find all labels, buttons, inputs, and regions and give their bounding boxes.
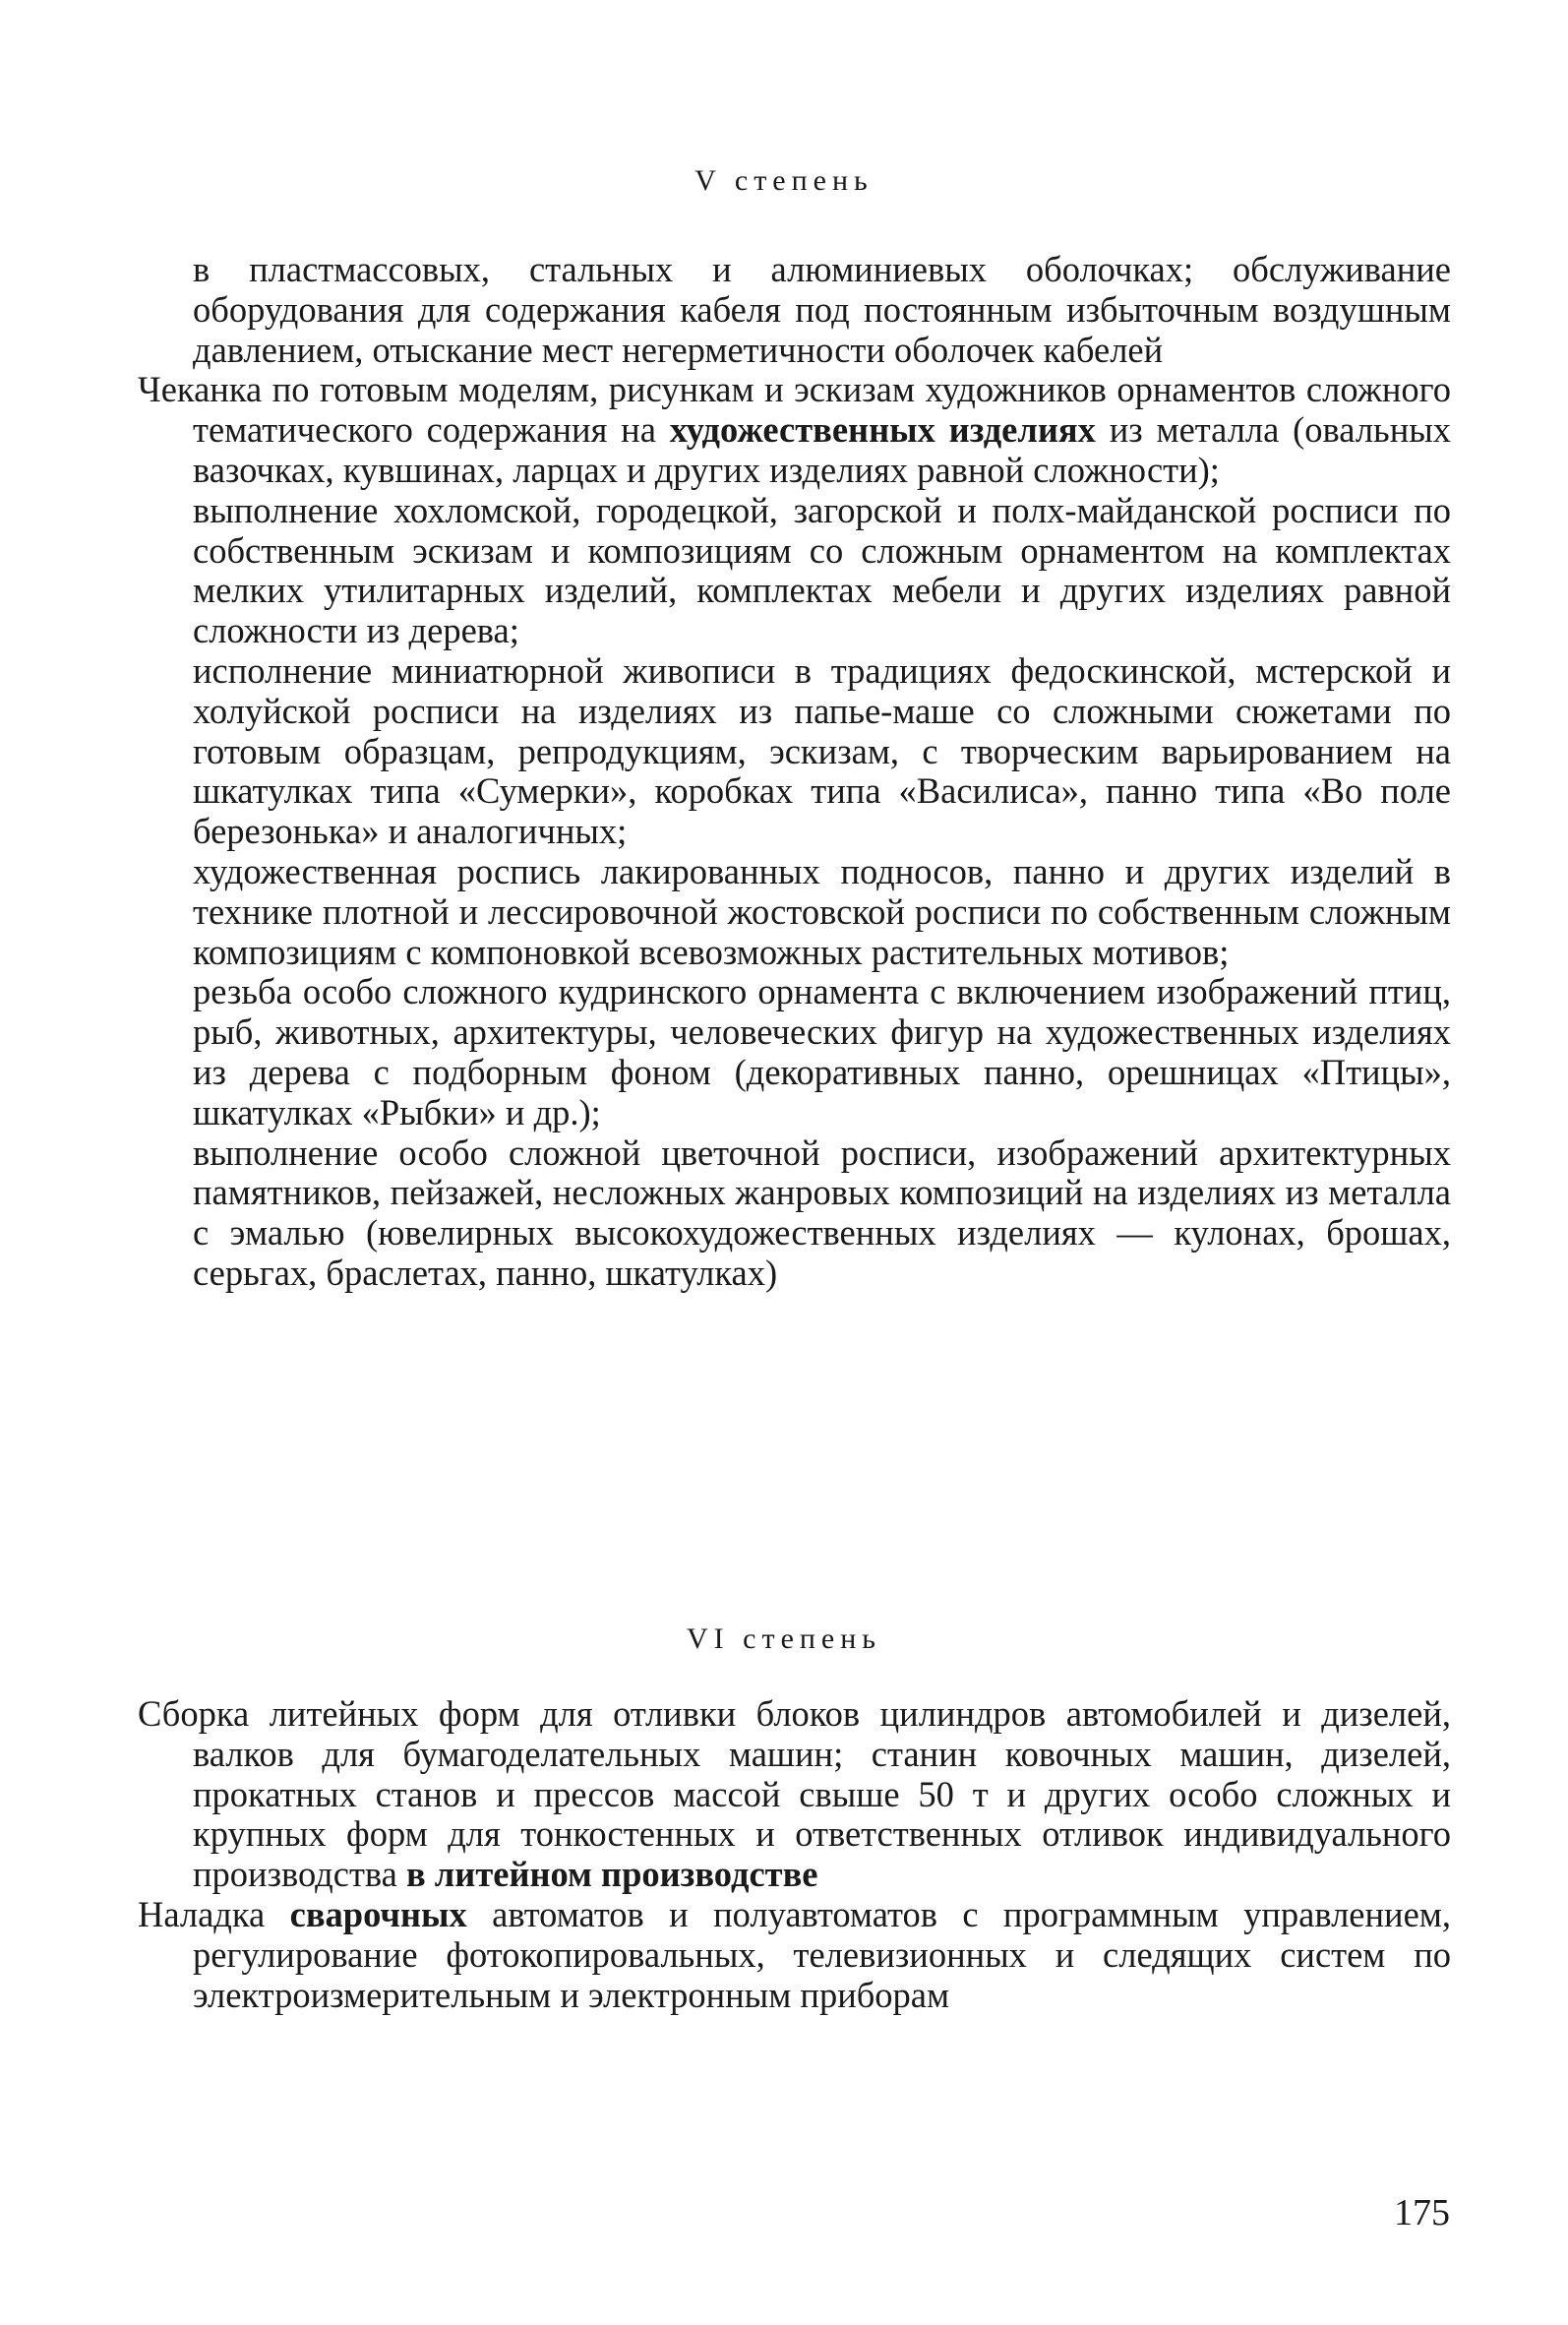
welding-setup-tail: автоматов и полуавтоматов с программным управлением, регулирование фотокопировальных, телевизионных и следящих систем по электроизмерительным и электронным приборам [193,1893,1452,2015]
chasing-entry [138,370,1451,490]
casting-molds-lead: Сборка литейных форм для отливки блоков цилиндров автомобилей и дизелей, валков для бумагоделательных машин; станин ковочных машин, дизелей, прокатных станов и прессов массой свыше 50 т и других особо сложных и крупных форм для тонкостенных и ответственных отливок индивидуального производства [138,1693,1451,1895]
continuation-paragraph: в пластмассовых, стальных и алюминиевых оболочках; обслуживание оборудования для содержания кабеля под постоянным избыточным воздушным давлением, отыскание мест негерметичности оболочек кабелей [193,249,1451,370]
page-number: 175 [1394,2192,1450,2233]
section-v-body [138,250,1451,1294]
list-item: резьба особо сложного кудринского орнамента с включением изображений птиц, рыб, животных, архитектуры, человеческих фигур на художественных изделиях из дерева с подборным фоном (декоративных панно, орешницах «Птицы», шкатулках «Рыбки» и др.); [193,971,1451,1132]
section-vi-heading: VI степень [686,1622,881,1655]
list-item: выполнение особо сложной цветочной росписи, изображений архитектурных памятников, пейзажей, несложных жанровых композиций на изделиях из металла с эмалью (ювелирных высокохудожественных изделиях — кулонах, брошах, серьгах, браслетах, панно, шкатулках) [193,1132,1451,1293]
chasing-entry-bold: художественных изделиях [669,409,1096,451]
list-item: художественная роспись лакированных подносов, панно и других изделий в технике плотной и лессировочной жостовской росписи по собственным сложным композициям с компоновкой всевозможных растительных мотивов; [193,850,1451,972]
welding-setup-lead: Наладка [138,1893,290,1934]
section-v-heading: V степень [694,164,874,197]
chasing-entry-tail: из металла (овальных вазочках, кувшинах, ларцах и других изделиях равной сложности); [193,409,1451,490]
casting-molds-entry [138,1694,1451,1895]
list-item: выполнение хохломской, городецкой, загорской и полх-майданской росписи по собственным эскизам и композициям со сложным орнаментом на комплектах мелких утилитарных изделий, комплектах мебели и других изделиях равной сложности из дерева; [193,489,1451,651]
list-item: исполнение миниатюрной живописи в традициях федоскинской, мстерской и холуйской росписи на изделиях из папье-маше со сложными сюжетами по готовым образцам, репродукциям, эскизам, с творческим варьированием на шкатулках типа «Сумерки», коробках типа «Василиса», панно типа «Во поле березонька» и аналогичных; [193,649,1451,852]
section-vi-body [138,1694,1451,2015]
chasing-entry-lead: Чеканка по готовым моделям, рисункам и эскизам художников орнаментов сложного тематического содержания на [138,369,1451,451]
welding-setup-entry [138,1895,1451,2015]
welding-setup-bold: сварочных [289,1893,467,1934]
casting-molds-bold: в литейном производстве [405,1854,818,1895]
